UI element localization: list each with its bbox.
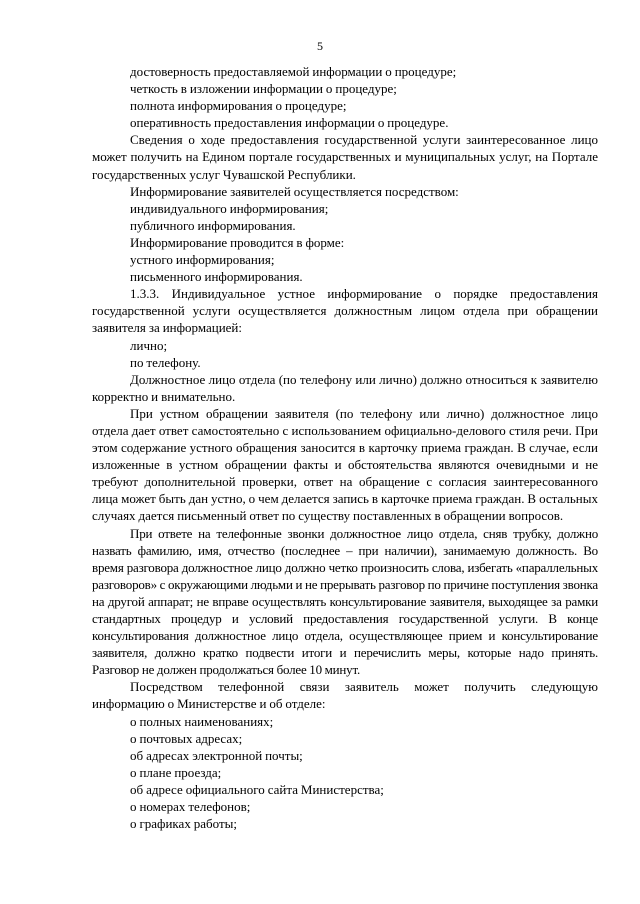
paragraph-service-status-info: Сведения о ходе предоставления государственной услуги заинтересованное лицо может получить на Едином портале государственных и муниципальных услуг, на Портале государственных услуг Чувашской Республики.	[92, 132, 598, 182]
paragraph-oral-request-handling: При устном обращении заявителя (по телефону или лично) должностное лицо отдела дает ответ самостоятельно с использованием официально-делового стиля речи. При этом содержание устного обращения заносится в карточку приема граждан. В случае, если изложенные в устном обращении факты и обстоятельства являются очевидными и не требуют дополнительной проверки, ответ на обращение с согласия заинтересованного лица может быть дан устно, о чем делается запись в карточке приема граждан. В остальных случаях дается письменный ответ по существу поставленных в обращении вопросов.	[92, 405, 598, 524]
paragraph-informing-means: Информирование заявителей осуществляется посредством:	[130, 183, 459, 199]
list-item-postal-addresses: о почтовых адресах;	[130, 730, 243, 746]
paragraph-phone-info-available: Посредством телефонной связи заявитель может получить следующую информацию о Министерстве и об отделе:	[92, 679, 598, 712]
list-item-work-schedules: о графиках работы;	[130, 816, 238, 832]
list-item-clarity: четкость в изложении информации о процедуре;	[130, 81, 397, 97]
list-item-promptness: оперативность предоставления информации о процедуре.	[130, 115, 449, 131]
document-body	[92, 63, 598, 832]
list-item-travel-plan: о плане проезда;	[130, 764, 222, 780]
paragraph-informing-forms: Информирование проводится в форме:	[130, 234, 345, 250]
list-item-in-person: лично;	[130, 337, 168, 353]
list-item-public-informing: публичного информирования.	[130, 217, 296, 233]
list-item-full-names: о полных наименованиях;	[130, 713, 274, 729]
page-number: 5	[317, 39, 323, 53]
list-item-written-informing: письменного информирования.	[130, 269, 303, 285]
list-item-completeness: полнота информирования о процедуре;	[130, 98, 347, 114]
list-item-reliability: достоверность предоставляемой информации о процедуре;	[130, 64, 457, 79]
paragraph-section-1-3-3: 1.3.3. Индивидуальное устное информирование о порядке предоставления государственной услуги осуществляется должностным лицом отдела при обращении заявителя за информацией:	[92, 286, 598, 336]
list-item-official-website: об адресе официального сайта Министерства;	[130, 781, 384, 797]
list-item-email-addresses: об адресах электронной почты;	[130, 747, 303, 763]
list-item-phone-numbers: о номерах телефонов;	[130, 799, 251, 815]
paragraph-official-conduct: Должностное лицо отдела (по телефону или лично) должно относиться к заявителю корректно и внимательно.	[92, 371, 598, 404]
list-item-by-phone: по телефону.	[130, 354, 201, 370]
list-item-oral-informing: устного информирования;	[130, 252, 275, 268]
paragraph-phone-call-rules: При ответе на телефонные звонки должностное лицо отдела, сняв трубку, должно назвать фамилию, имя, отчество (последнее – при наличии), занимаемую должность. Во время разговора должностное лицо должно четко произносить слова, избегать «параллельных разговоров» с окружающими людьми и не прерывать разговор по причине поступления звонка на другой аппарат; не вправе осуществлять консультирование заявителя, выходящее за рамки стандартных процедур и условий предоставления государственной услуги. В конце консультирования должностное лицо отдела, осуществляющее прием и консультирование заявителя, должно кратко подвести итоги и перечислить меры, которые надо принять. Разговор не должен продолжаться более 10 минут.	[92, 525, 598, 678]
list-item-individual-informing: индивидуального информирования;	[130, 200, 329, 216]
